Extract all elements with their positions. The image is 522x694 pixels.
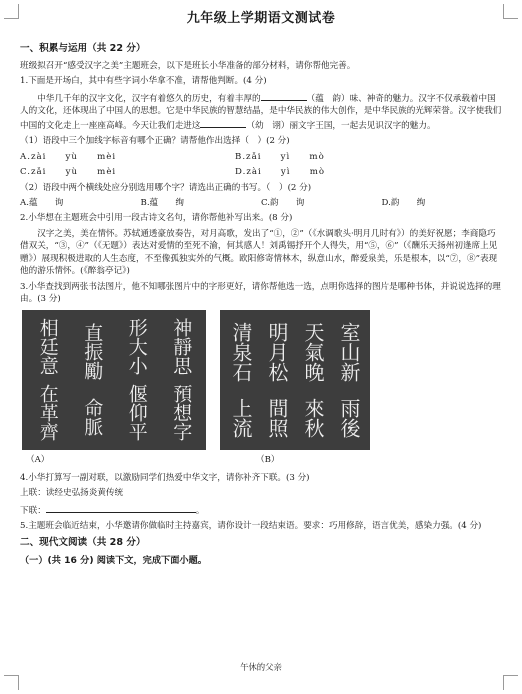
- calligraphy-column: [127, 314, 146, 446]
- calligraphy-text: 偃仰平: [125, 384, 148, 442]
- option-b[interactable]: B.蕴 绚: [140, 197, 184, 208]
- sub-question: （1）语段中三个加线字标音有哪个正确？请帮他作出选择（ ）(2 分): [20, 136, 290, 147]
- section-intro: 班级拟召开“感受汉字之美”主题班会，以下是班长小华准备的部分材料，请你帮他完善。: [20, 60, 356, 71]
- calligraphy-image-a[interactable]: [22, 310, 206, 450]
- question-stem: 5.主题班会临近结束，小华邀请你做临时主持嘉宾，请你设计一段结束语。要求：巧用修辞，语言优美，感染力强。(4 分): [20, 520, 482, 531]
- option-c[interactable]: C.zǎi yù mèi: [20, 167, 117, 178]
- calligraphy-text: 在革齊: [36, 384, 59, 442]
- crop-mark: [4, 675, 19, 690]
- article-title: 午休的父亲: [240, 662, 282, 672]
- option-row: [20, 151, 502, 163]
- crop-mark: [503, 675, 518, 690]
- calligraphy-text: 來秋: [301, 397, 325, 438]
- option-a[interactable]: A.蕴 询: [20, 197, 64, 208]
- question-stem: 2.小华想在主题班会中引用一段古诗文名句，请你帮他补写出来。(8 分): [20, 213, 293, 224]
- option-d[interactable]: D.韵 绚: [381, 197, 426, 208]
- couplet-lower-label: 下联：: [20, 505, 46, 516]
- calligraphy-text: 相廷意: [36, 318, 59, 376]
- exam-content: [20, 42, 502, 570]
- calligraphy-text: 預想字: [170, 384, 193, 442]
- option-row: [20, 166, 502, 178]
- question-stem: 4.小华打算写一副对联，以激励同学们热爱中华文字，请你补齐下联。(3 分): [20, 472, 310, 483]
- passage-text: 中华几千年的汉字文化，汉字有着悠久的历史，有着丰厚的: [37, 93, 261, 104]
- calligraphy-column: [38, 314, 57, 446]
- passage-text: （蕴 韵）味、神奇的魅力。汉字不仅承载着中国人的文化，还体现出了中国人的思想。它是中华民族的智慧结晶，是中华民族的伟大创作，是中华民族的光辉荣誉。汉字使我们中国的文化走上一座座高峰。今天让我们走进这: [20, 93, 502, 131]
- calligraphy-text: 間照: [265, 397, 289, 438]
- couplet-answer-blank[interactable]: [46, 503, 196, 513]
- calligraphy-text: 形大小: [125, 318, 148, 376]
- option-b[interactable]: B.zǎi yì mò: [235, 151, 325, 162]
- calligraphy-text: 明月松: [265, 321, 289, 382]
- option-a[interactable]: A.zài yù mèi: [20, 151, 117, 162]
- calligraphy-text: 上流: [229, 397, 253, 438]
- image-label-a: （A）: [26, 454, 50, 465]
- couplet-upper: 上联：读经史弘扬炎黄传统: [20, 488, 124, 499]
- option-c[interactable]: C.韵 询: [261, 197, 305, 208]
- question-stem: 3.小华查找到两张书法图片，他不知哪张图片中的字形更好，请你帮他选一选，点明你选择的图片是哪种书体，并说说选择的理由。(3 分): [20, 281, 501, 305]
- option-row: [20, 197, 502, 209]
- calligraphy-text: 神靜思: [170, 318, 193, 376]
- calligraphy-column: [267, 314, 287, 446]
- section-heading: 二、现代文阅读（共 28 分）: [20, 537, 146, 549]
- passage-text: （幼 诩）丽文字王国，一起去见识汉字的魅力。: [246, 120, 436, 131]
- question-passage: [20, 91, 502, 132]
- answer-blank[interactable]: [200, 118, 246, 128]
- calligraphy-column: [303, 314, 323, 446]
- calligraphy-column: [81, 314, 104, 446]
- calligraphy-text: 室山新: [337, 321, 361, 382]
- calligraphy-text: 命脈: [81, 398, 104, 437]
- page-title: 九年级上学期语文测试卷: [186, 11, 336, 26]
- calligraphy-column: [170, 314, 193, 446]
- sub-question: （2）语段中两个横线处应分别选用哪个字？请选出正确的书写。（ ）(2 分): [20, 182, 312, 193]
- calligraphy-text: 雨後: [337, 397, 361, 438]
- calligraphy-text: 直振勵: [81, 322, 104, 380]
- calligraphy-text: 天氣晚: [301, 321, 325, 382]
- couplet-lower: 下联： 。: [20, 503, 502, 517]
- subsection-heading: （一）(共 16 分) 阅读下文，完成下面小题。: [20, 555, 207, 567]
- option-d[interactable]: D.zài yì mò: [235, 167, 326, 178]
- calligraphy-column: [231, 314, 251, 446]
- question-passage: 汉字之美，美在情怀。苏轼通透豪放奏告，对月高歌，发出了“①，②”（《水调歌头·明月几时有》）的美好祝愿；李商隐巧借双关，“③，④”（《无题》）表达对爱情的至死不渝，何其感人！刘禹锡抒开个人得失，用“⑤，⑥”（《酬乐天扬州初逢席上见赠》）展现积极进取的人生态度，不至像孤独实外的气概。欧阳修寄情林木，纵意山水，醉爱泉美，乐是根本，以“⑦，⑧”表现他的游乐情怀。(《醉翁亭记》): [20, 228, 498, 277]
- calligraphy-images: [20, 310, 502, 470]
- answer-blank[interactable]: [261, 91, 307, 101]
- image-label-b: （B）: [256, 454, 280, 465]
- calligraphy-image-b[interactable]: [220, 310, 370, 450]
- question-stem: 1.下面是开场白，其中有些字词小华拿不准，请帮他判断。(4 分): [20, 76, 267, 87]
- section-heading: 一、积累与运用（共 22 分）: [20, 43, 146, 54]
- calligraphy-column: [339, 314, 359, 446]
- calligraphy-text: 清泉石: [229, 321, 253, 382]
